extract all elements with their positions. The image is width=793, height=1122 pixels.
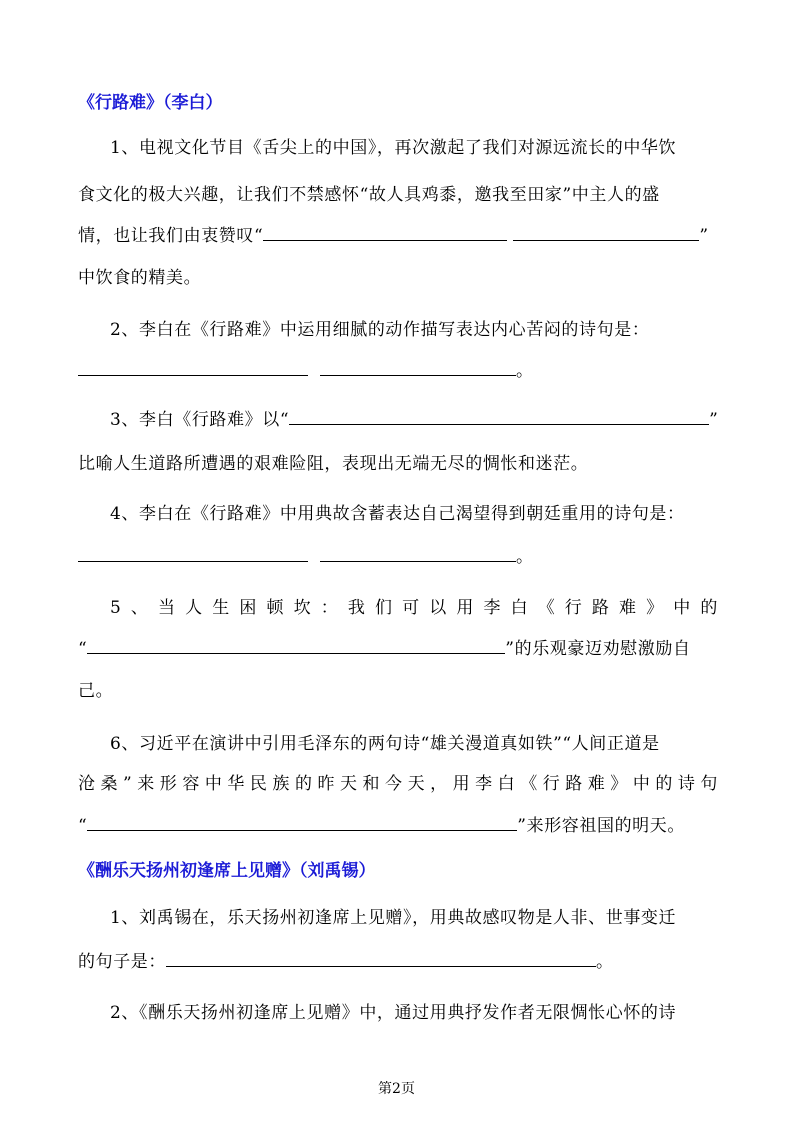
period: 。 [516, 361, 534, 381]
question-2-line-2 [78, 359, 718, 383]
question-5-text: ”的乐观豪迈劝慰激励自 [505, 639, 691, 659]
section-2-question-2-line-1: 2、《酬乐天扬州初逢席上见赠》中，通过用典抒发作者无限惆怅心怀的诗 [110, 1003, 677, 1023]
question-1-line-3-text: 情，也让我们由衷赞叹“ [78, 226, 264, 246]
answer-blank[interactable] [513, 224, 699, 241]
question-6-line-3 [78, 814, 718, 838]
question-3-line-1 [110, 408, 718, 432]
section-2-question-1-text: 的句子是： [78, 952, 166, 972]
question-4-line-1: 4、李白在《行路难》中用典故含蓄表达自己渴望得到朝廷重用的诗句是： [110, 504, 685, 524]
opening-quote: “ [78, 816, 88, 836]
answer-blank[interactable] [87, 814, 517, 831]
answer-blank[interactable] [166, 950, 596, 967]
section-2-question-1-line-2 [78, 950, 718, 974]
question-3-text: 3、李白《行路难》以“ [110, 410, 290, 430]
question-1-line-2: 食文化的极大兴趣，让我们不禁感怀“故人具鸡黍，邀我至田家”中主人的盛 [78, 185, 660, 205]
question-6-text: ”来形容祖国的明天。 [517, 816, 685, 836]
question-5-line-1: 5、当人生困顿坎：我们可以用李白《行路难》中的 [110, 598, 718, 618]
question-4-line-2 [78, 545, 718, 569]
page-number: 第2页 [378, 1081, 415, 1097]
answer-blank[interactable] [289, 408, 709, 425]
answer-blank[interactable] [78, 359, 308, 376]
answer-blank[interactable] [263, 224, 507, 241]
opening-quote: “ [78, 639, 88, 659]
section-title-chou-letian: 《酬乐天扬州初逢席上见赠》（刘禹锡） [78, 861, 376, 881]
answer-blank[interactable] [320, 359, 516, 376]
question-2-line-1: 2、李白在《行路难》中运用细腻的动作描写表达内心苦闷的诗句是： [110, 320, 650, 340]
question-1-line-1: 1、电视文化节目《舌尖上的中国》，再次激起了我们对源远流长的中华饮 [110, 138, 677, 158]
question-5-line-2 [78, 637, 718, 661]
question-6-line-1: 6、习近平在演讲中引用毛泽东的两句诗“雄关漫道真如铁”“人间正道是 [110, 734, 660, 754]
answer-blank[interactable] [87, 637, 505, 654]
question-1-line-4: 中饮食的精美。 [78, 268, 202, 288]
question-1-line-3 [78, 224, 718, 248]
period: 。 [596, 952, 614, 972]
closing-quote: ” [709, 410, 719, 430]
question-3-line-2: 比喻人生道路所遭遇的艰难险阻，表现出无端无尽的惆怅和迷茫。 [78, 454, 589, 474]
closing-quote: ” [699, 226, 709, 246]
section-2-question-1-line-1: 1、刘禹锡在，乐天扬州初逢席上见赠》，用典故感叹物是人非、世事变迁 [110, 908, 677, 928]
section-title-xinglunan: 《行路难》（李白） [78, 93, 223, 113]
question-6-line-2: 沧桑”来形容中华民族的昨天和今天，用李白《行路难》中的诗句 [78, 774, 718, 794]
answer-blank[interactable] [320, 545, 516, 562]
period: 。 [516, 547, 534, 567]
question-5-line-3: 己。 [78, 681, 114, 701]
answer-blank[interactable] [78, 545, 308, 562]
